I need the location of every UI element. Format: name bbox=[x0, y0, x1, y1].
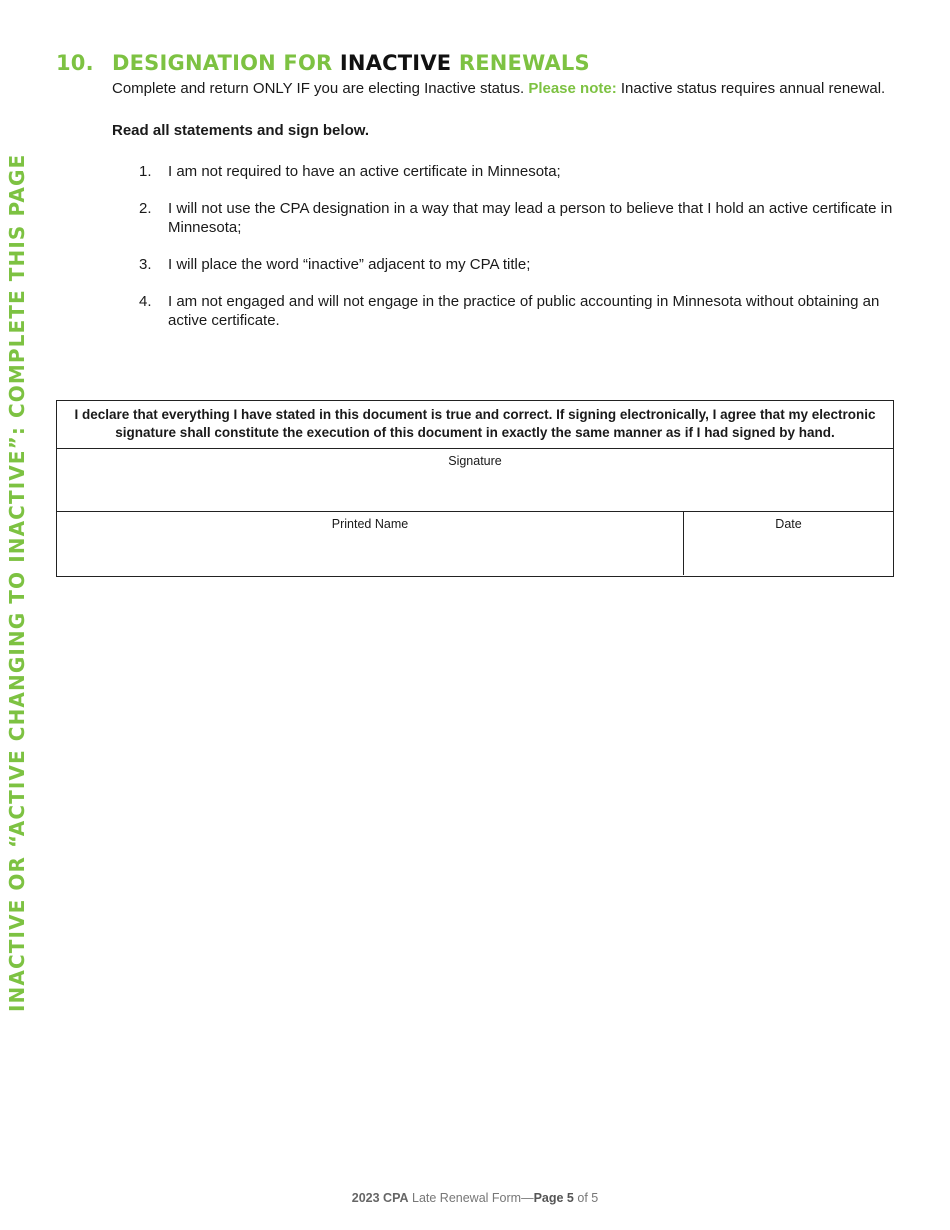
footer-year-cpa: 2023 CPA bbox=[351, 1191, 409, 1205]
signature-field[interactable] bbox=[57, 449, 893, 512]
intro-text: Complete and return ONLY IF you are electing Inactive status. bbox=[112, 80, 525, 97]
signature-label: Signature bbox=[448, 454, 502, 468]
declaration-text: I declare that everything I have stated in this document is true and correct. If signing electronically, I agree that my electronic signature shall constitute the execution of this document in exactly the same manner as if I had signed by hand. bbox=[57, 401, 893, 449]
statement-number: 3. bbox=[139, 256, 152, 273]
statement-text: I will not use the CPA designation in a way that may lead a person to believe that I hold an active certificate in Minnesota; bbox=[168, 200, 893, 236]
footer-form-name: Late Renewal Form— bbox=[412, 1191, 534, 1205]
statement-number: 4. bbox=[139, 293, 152, 310]
printed-name-field[interactable] bbox=[57, 512, 684, 575]
note-label: Please note: bbox=[528, 80, 617, 97]
signature-box bbox=[56, 400, 894, 577]
statement-text: I am not engaged and will not engage in the practice of public accounting in Minnesota without obtaining an active certificate. bbox=[168, 293, 880, 329]
footer-page: Page 5 bbox=[533, 1191, 574, 1205]
section-number: 10. bbox=[56, 51, 94, 75]
statement-text: I will place the word “inactive” adjacent to my CPA title; bbox=[168, 256, 531, 273]
section-heading bbox=[56, 50, 590, 76]
statement-item bbox=[139, 162, 899, 181]
statement-item bbox=[139, 199, 899, 237]
statement-number: 2. bbox=[139, 200, 152, 217]
statement-list bbox=[139, 162, 899, 348]
printed-name-label: Printed Name bbox=[331, 517, 409, 531]
name-date-row bbox=[57, 512, 893, 575]
section-title-part3: RENEWALS bbox=[458, 51, 590, 75]
page-footer bbox=[0, 1189, 950, 1207]
statement-text: I am not required to have an active certificate in Minnesota; bbox=[168, 163, 561, 180]
side-banner: INACTIVE OR “ACTIVE CHANGING TO INACTIVE”: COMPLETE THIS PAGE bbox=[5, 153, 29, 1012]
section-title-part2: INACTIVE bbox=[339, 51, 452, 75]
date-field[interactable] bbox=[684, 512, 893, 575]
footer-of-total: of 5 bbox=[577, 1191, 599, 1205]
statement-item bbox=[139, 255, 899, 274]
statement-item bbox=[139, 292, 899, 330]
section-title-part1: DESIGNATION FOR bbox=[112, 51, 333, 75]
intro-paragraph bbox=[112, 79, 885, 99]
note-text: Inactive status requires annual renewal. bbox=[620, 80, 886, 97]
date-label: Date bbox=[775, 517, 802, 531]
statement-number: 1. bbox=[139, 163, 152, 180]
read-all-instruction: Read all statements and sign below. bbox=[112, 122, 370, 139]
